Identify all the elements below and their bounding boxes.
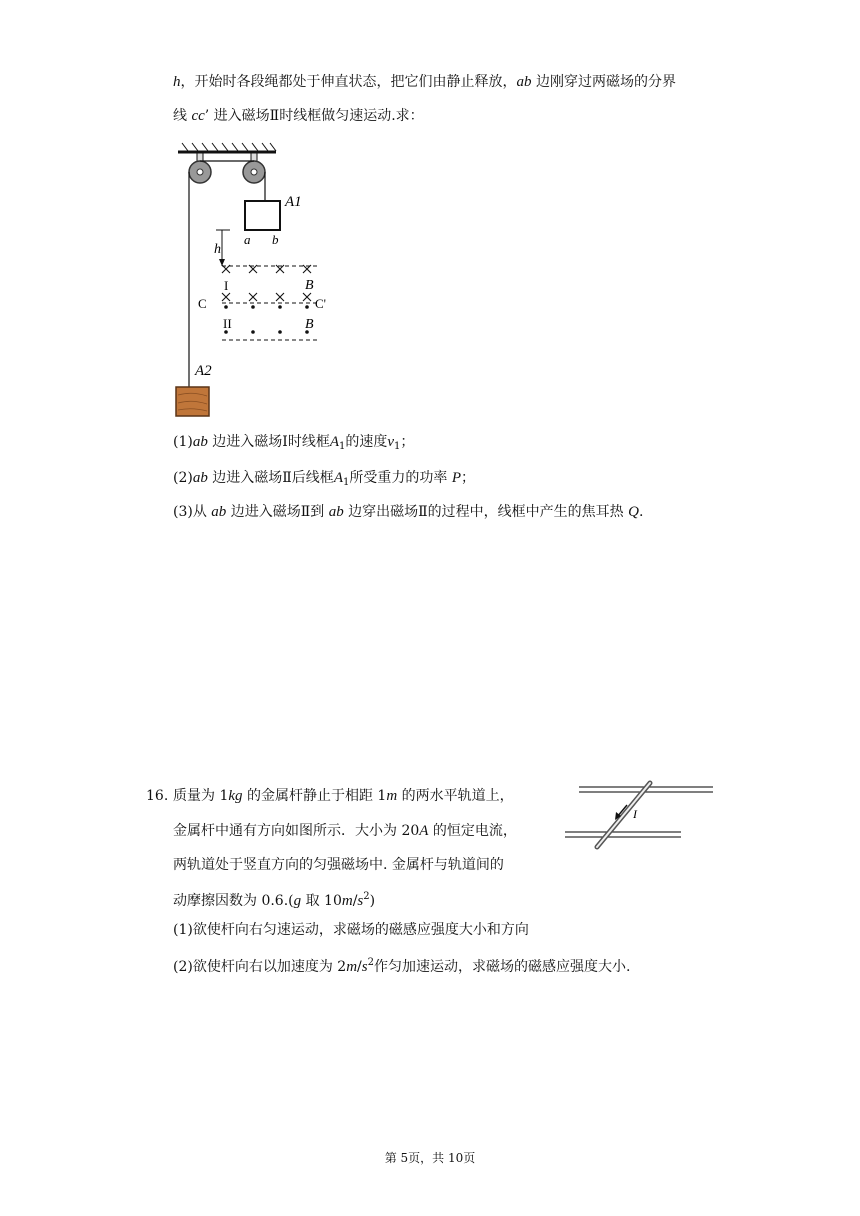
frame-a1-label: A1 [285,194,302,210]
edge-a-label: a [244,232,251,247]
edge-b-label: b [272,232,279,247]
q15-pulley-figure [170,140,370,420]
q15-part-1: (1)ab 边进入磁场Ⅰ时线框$A_1$的速度$v_1$； [173,434,415,452]
q16-part-1: (1)欲使杆向右匀速运动，求磁场的磁感应强度大小和方向 [173,922,529,938]
q16-line-4: 动摩擦因数为 0.6.(g 取 $10m/s^2$) [173,891,376,909]
q15-intro-line-1: h，开始时各段绳都处于伸直状态，把它们由静止释放，ab 边刚穿过两磁场的分界 [173,74,676,90]
q15-part-2: (2)ab 边进入磁场Ⅱ后线框$A_1$所受重力的功率 P； [173,470,475,488]
weight-a2-label: A2 [195,363,212,379]
region-2-label: II [223,316,232,331]
q15-part-3: (3)从 ab 边进入磁场Ⅱ到 ab 边穿出磁场Ⅱ的过程中，线框中产生的焦耳热 Q. [173,504,644,520]
current-label: I [633,807,637,821]
page-footer: 第 5页，共 10页 [384,1151,476,1165]
h-label: h [214,242,221,257]
field-b-label-1: B [305,278,314,293]
q16-line-2: 金属杆中通有方向如图所示．大小为 20A 的恒定电流， [173,823,517,839]
q16-line-1: 质量为 1kg 的金属杆静止于相距 1m 的两水平轨道上， [173,788,514,804]
frame-a1 [245,201,280,230]
boundary-right-label: C' [315,296,327,311]
boundary-left-label: C [198,296,207,311]
q16-line-3: 两轨道处于竖直方向的匀强磁场中. 金属杆与轨道间的 [173,857,504,873]
field-b-label-2: B [305,317,314,332]
region-1-label: I [224,278,229,293]
q16-rails-figure [565,780,715,850]
q16-number: 16. [146,788,169,804]
q15-intro-line-2: 线 cc’ 进入磁场Ⅱ时线框做匀速运动.求： [173,108,424,124]
q16-part-2: (2)欲使杆向右以加速度为 $2m/s^2$作匀加速运动，求磁场的磁感应强度大小. [173,957,631,975]
